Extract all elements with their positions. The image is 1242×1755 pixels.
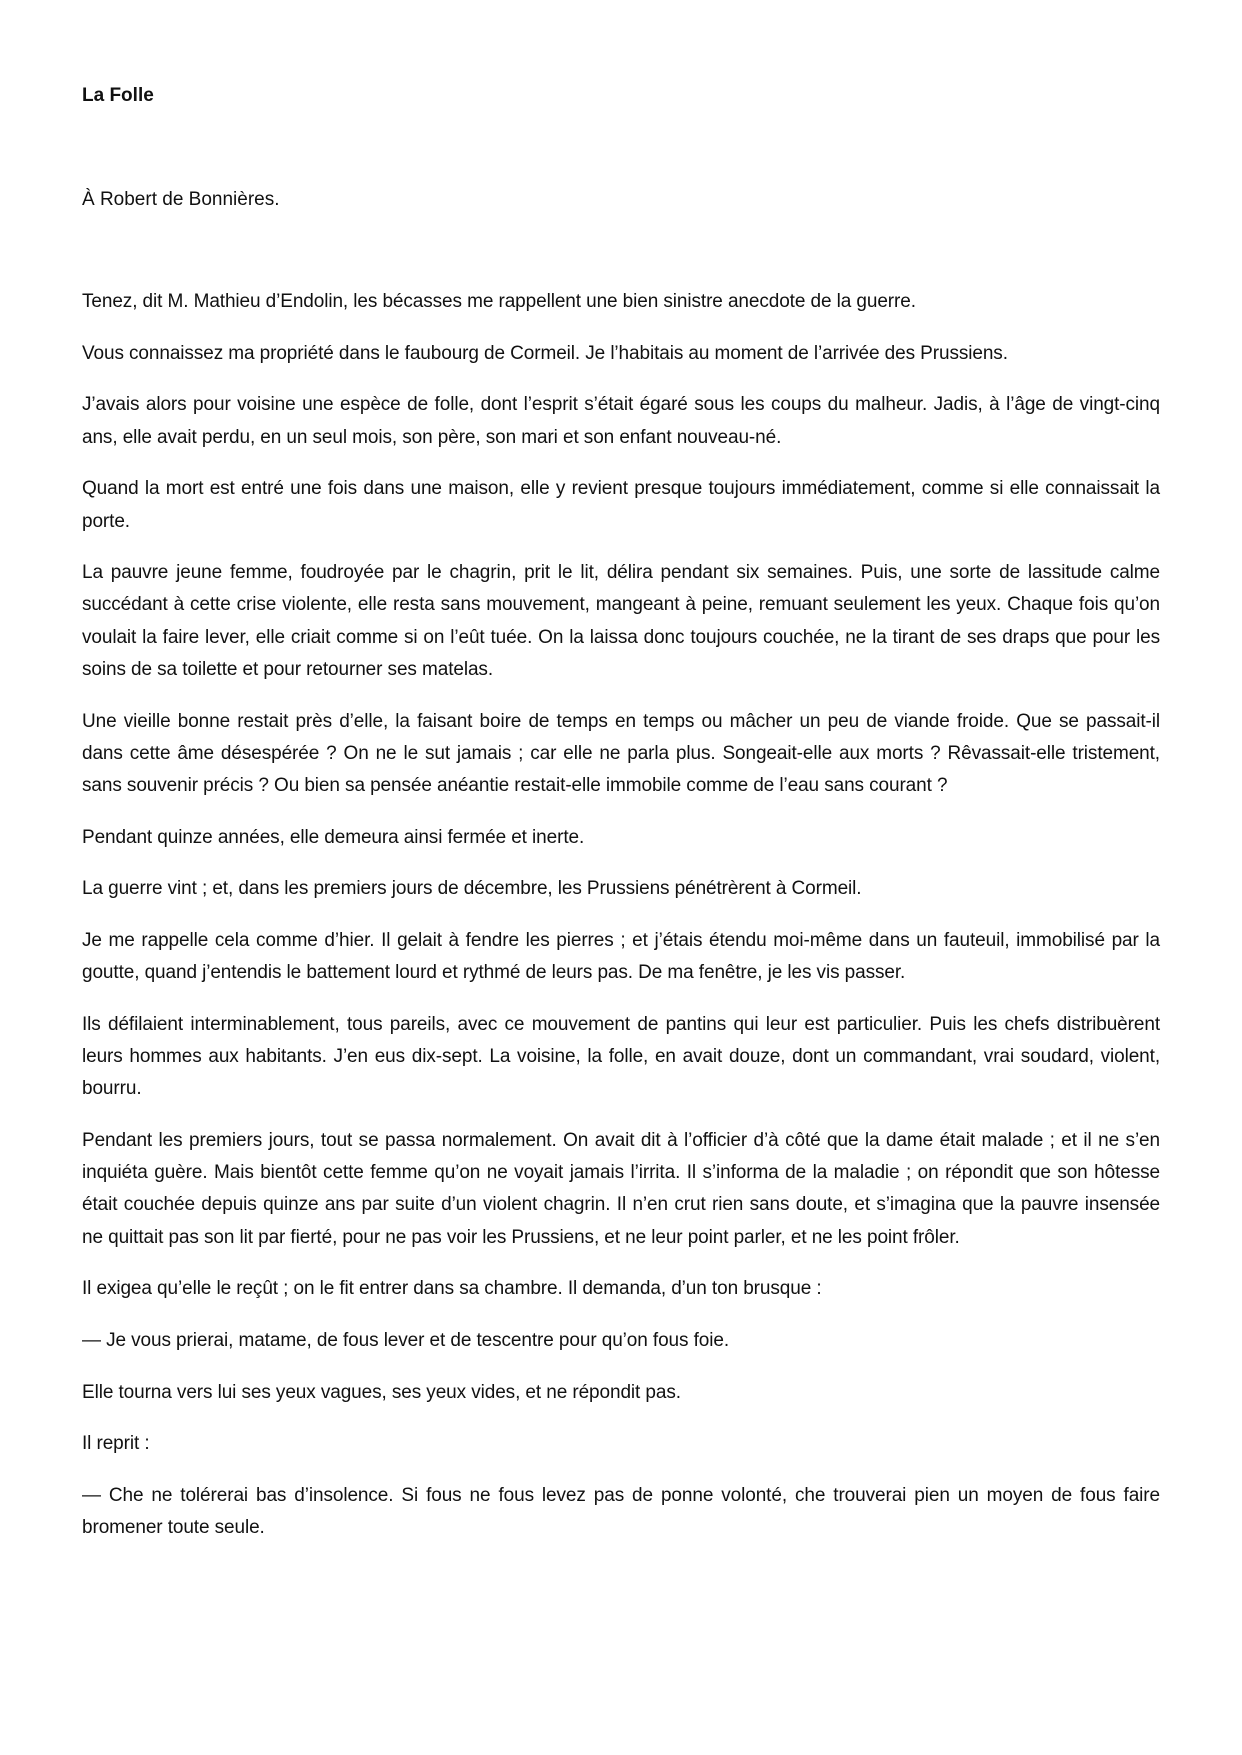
paragraph: Ils défilaient interminablement, tous pareils, avec ce mouvement de pantins qui leur est particulier. Puis les chefs distribuèrent leurs hommes aux habitants. J’en eus dix-sept. La voisine, la folle, en avait douze, dont un commandant, vrai soudard, violent, bourru. [82, 1013, 1160, 1100]
paragraph: Tenez, dit M. Mathieu d’Endolin, les bécasses me rappellent une bien sinistre anecdote de la guerre. [82, 291, 916, 312]
paragraph: La pauvre jeune femme, foudroyée par le chagrin, prit le lit, délira pendant six semaines. Puis, une sorte de lassitude calme succédant à cette crise violente, elle resta sans mouvement, mangeant à peine, remuant seulement les yeux. Chaque fois qu’on voulait la faire lever, elle criait comme si on l’eût tuée. On la laissa donc toujours couchée, ne la tirant de ses draps que pour les soins de sa toilette et pour retourner ses matelas. [82, 562, 1160, 680]
dialogue-paragraph: — Je vous prierai, matame, de fous lever et de tescentre pour qu’on fous foie. [82, 1330, 729, 1352]
document-title: La Folle [82, 85, 154, 106]
paragraph: Une vieille bonne restait près d’elle, la faisant boire de temps en temps ou mâcher un peu de viande froide. Que se passait-il dans cette âme désespérée ? On ne le sut jamais ; car elle ne parla plus. Songeait-elle aux morts ? Rêvassait-elle tristement, sans souvenir précis ? Ou bien sa pensée anéantie restait-elle immobile comme de l’eau sans courant ? [82, 710, 1160, 796]
paragraph: Je me rappelle cela comme d’hier. Il gelait à fendre les pierres ; et j’étais étendu moi-même dans un fauteuil, immobilisé par la goutte, quand j’entendis le battement lourd et rythmé de leurs pas. De ma fenêtre, je les vis passer. [82, 930, 1160, 984]
paragraph: Elle tourna vers lui ses yeux vagues, ses yeux vides, et ne répondit pas. [82, 1381, 681, 1403]
paragraph: Pendant les premiers jours, tout se passa normalement. On avait dit à l’officier d’à côté que la dame était malade ; et il ne s’en inquiéta guère. Mais bientôt cette femme qu’on ne voyait jamais l’irrita. Il s’informa de la maladie ; on répondit que son hôtesse était couchée depuis quinze ans par suite d’un violent chagrin. Il n’en crut rien sans doute, et s’imagina que la pauvre insensée ne quittait pas son lit par fierté, pour ne pas voir les Prussiens, et ne leur point parler, et ne les point frôler. [82, 1130, 1160, 1248]
paragraph: Il reprit : [82, 1433, 150, 1455]
paragraph: Vous connaissez ma propriété dans le faubourg de Cormeil. Je l’habitais au moment de l’arrivée des Prussiens. [82, 342, 1008, 364]
paragraph: J’avais alors pour voisine une espèce de folle, dont l’esprit s’était égaré sous les coups du malheur. Jadis, à l’âge de vingt-cinq ans, elle avait perdu, en un seul mois, son père, son mari et son enfant nouveau-né. [82, 394, 1160, 448]
paragraph: Pendant quinze années, elle demeura ainsi fermée et inerte. [82, 826, 585, 848]
dedication: À Robert de Bonnières. [82, 189, 280, 210]
paragraph: Il exigea qu’elle le reçût ; on le fit entrer dans sa chambre. Il demanda, d’un ton brusque : [82, 1278, 822, 1300]
paragraph: La guerre vint ; et, dans les premiers jours de décembre, les Prussiens pénétrèrent à Cormeil. [82, 878, 862, 900]
document-body [82, 286, 1160, 1564]
dialogue-paragraph: — Che ne tolérerai bas d’insolence. Si fous ne fous levez pas de ponne volonté, che trouverai pien un moyen de fous faire bromener toute seule. [82, 1485, 1160, 1539]
paragraph: Quand la mort est entré une fois dans une maison, elle y revient presque toujours immédiatement, comme si elle connaissait la porte. [82, 478, 1160, 532]
